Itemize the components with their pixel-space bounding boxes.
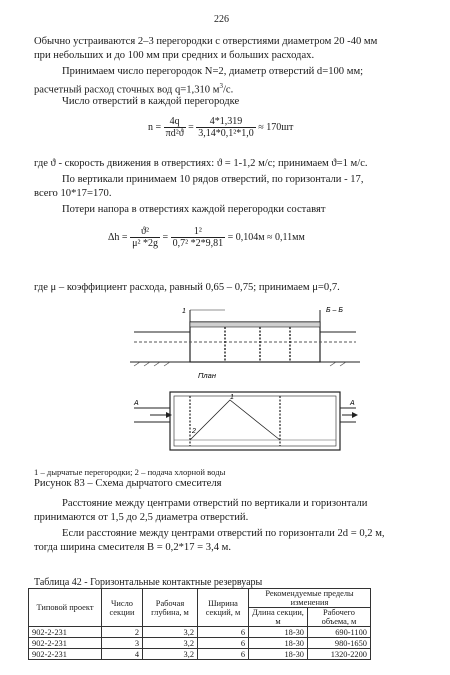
paragraph-line: где ϑ - скорость движения в отверстиях: ϑ = 1-1,2 м/с; принимаем ϑ=1 м/с. — [34, 158, 368, 169]
figure-legend: 1 – дырчатые перегородки; 2 – подача хлорной воды — [34, 467, 226, 477]
cell-width: 6 — [198, 649, 249, 660]
cell-volume: 980-1650 — [308, 638, 371, 649]
header-project: Типовой проект — [29, 589, 102, 627]
cell-volume: 690-1100 — [308, 627, 371, 638]
cell-depth: 3,2 — [143, 638, 198, 649]
fraction-denominator: πd²ϑ — [165, 128, 184, 139]
cell-length: 18-30 — [249, 638, 308, 649]
fraction-numerator: 4*1,319 — [196, 116, 256, 128]
cell-project: 902-2-231 — [29, 627, 102, 638]
formula-result: ≈ 170шт — [258, 121, 294, 133]
paragraph-line: По вертикали принимаем 10 рядов отверстий, по горизонтали - 17, — [62, 174, 364, 185]
label-a: А — [134, 400, 139, 407]
paragraph-line: при небольших и до 100 мм при средних и больших расходах. — [34, 50, 315, 61]
fraction-numerator: ϑ² — [130, 226, 160, 238]
fraction-numerator: 1² — [171, 226, 226, 238]
cell-depth: 3,2 — [143, 649, 198, 660]
label-1: 1 — [230, 394, 234, 401]
table-header-row — [29, 589, 371, 608]
label-plan: План — [198, 371, 216, 380]
label-1: 1 — [182, 308, 186, 315]
header-width: Ширина секций, м — [198, 589, 249, 627]
cell-project: 902-2-231 — [29, 638, 102, 649]
formula-lhs: Δh = — [108, 231, 128, 243]
cell-length: 18-30 — [249, 649, 308, 660]
fraction — [130, 226, 160, 249]
fraction — [196, 116, 256, 139]
flow-rate-unit: /с. — [222, 84, 234, 96]
fraction — [164, 116, 186, 139]
header-volume: Рабочего объема, м — [308, 608, 371, 627]
formula-result: = 0,104м ≈ 0,11мм — [227, 231, 305, 243]
fraction — [171, 226, 226, 249]
paragraph-line: тогда ширина смесителя B = 0,2*17 = 3,4 м. — [34, 542, 232, 553]
mixer-diagram — [130, 300, 360, 465]
cell-sections: 3 — [102, 638, 143, 649]
header-sections: Число секции — [102, 589, 143, 627]
label-section: Б – Б — [326, 307, 343, 314]
header-depth: Рабочая глубина, м — [143, 589, 198, 627]
cell-length: 18-30 — [249, 627, 308, 638]
cell-volume: 1320-2200 — [308, 649, 371, 660]
section-view — [130, 310, 360, 366]
table-title: Таблица 42 - Горизонтальные контактные резервуары — [34, 577, 263, 588]
cell-depth: 3,2 — [143, 627, 198, 638]
figure-caption: Рисунок 83 – Схема дырчатого смесителя — [34, 478, 222, 489]
paragraph-line: Принимаем число перегородок N=2, диаметр отверстий d=100 мм; — [62, 66, 364, 77]
fraction-numerator: 4q — [164, 116, 186, 128]
paragraph-line: Обычно устраиваются 2–3 перегородки с отверстиями диаметром 20 -40 мм — [34, 36, 378, 47]
cell-width: 6 — [198, 638, 249, 649]
label-2: 2 — [192, 428, 196, 435]
cell-width: 6 — [198, 627, 249, 638]
paragraph-line: Расстояние между центрами отверстий по вертикали и горизонтали — [62, 498, 368, 509]
header-length: Длина секции, м — [249, 608, 308, 627]
reservoirs-table — [28, 588, 371, 660]
page-number: 226 — [214, 14, 229, 25]
fraction-denominator: 0,7² *2*9,81 — [172, 238, 224, 249]
paragraph-line — [34, 80, 233, 97]
table-row — [29, 638, 371, 649]
table-row — [29, 627, 371, 638]
header-recommended: Рекомендуемые пределы изменения — [249, 589, 371, 608]
formula-head-loss: Δh = $\frac{\text{ϑ²}}{\text{μ² *2g}}$ = $\frac{\text{1²}}{\text{0,7² *2*9,81}}$ = 0,104м ≈ 0,11мм — [108, 226, 305, 249]
fraction-denominator: μ² *2g — [132, 238, 158, 249]
formula-lhs: n = — [148, 121, 162, 133]
table-row — [29, 649, 371, 660]
paragraph-line: всего 10*17=170. — [34, 188, 112, 199]
cell-sections: 4 — [102, 649, 143, 660]
plan-view — [134, 392, 358, 450]
paragraph-line: где μ – коэффициент расхода, равный 0,65 – 0,75; принимаем μ=0,7. — [34, 282, 340, 293]
fraction-denominator: 3,14*0,1²*1,0 — [198, 128, 254, 139]
paragraph-line: Потери напора в отверстиях каждой перегородки составят — [62, 204, 326, 215]
cell-sections: 2 — [102, 627, 143, 638]
superscript: 3 — [219, 82, 223, 90]
flow-rate-text: расчетный расход сточных вод q=1,310 м — [34, 84, 220, 96]
label-a: А — [350, 400, 355, 407]
cell-project: 902-2-231 — [29, 649, 102, 660]
paragraph-line: Если расстояние между центрами отверстий по горизонтали 2d = 0,2 м, — [62, 528, 385, 539]
paragraph-line: принимаются от 1,5 до 2,5 диаметра отверстий. — [34, 512, 249, 523]
formula-holes-count: n = $\frac{4q}{\text{πd²ϑ}}$ = $\frac{4*1,319}{\text{3,14*0,1²*1,0}}$ ≈ 170шт — [148, 116, 294, 139]
paragraph-line: Число отверстий в каждой перегородке — [62, 96, 240, 107]
